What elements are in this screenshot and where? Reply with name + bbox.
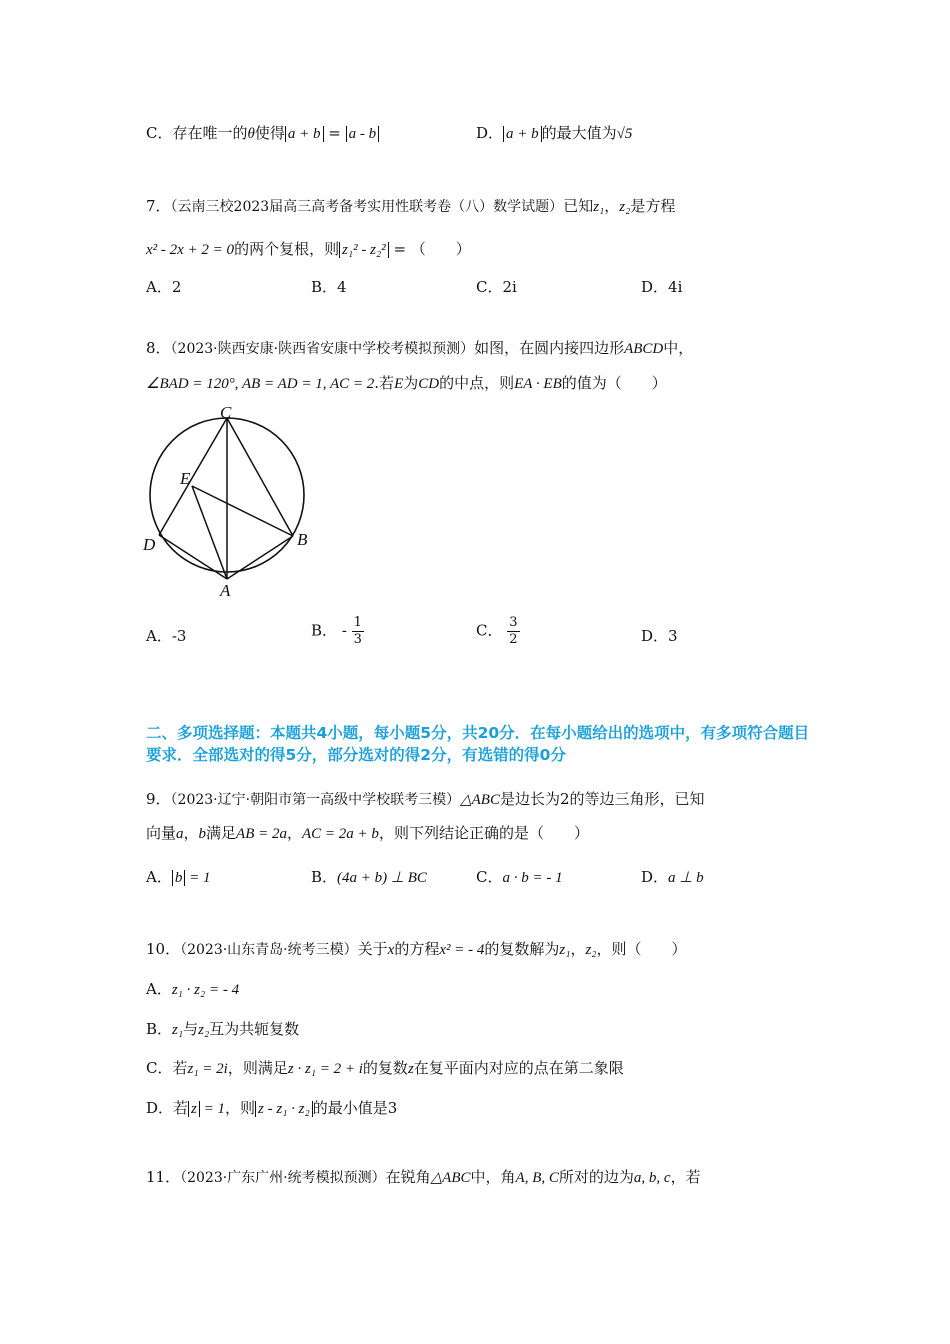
stem-text: ，则下列结论正确的是（ ） bbox=[378, 824, 589, 842]
math-expression: a ⊥ b bbox=[668, 870, 704, 886]
option-label: A． bbox=[146, 868, 172, 886]
q10-option-d bbox=[146, 1097, 397, 1120]
side-cd bbox=[159, 418, 227, 535]
q9-stem-line2 bbox=[146, 822, 589, 845]
stem-text: 已知 bbox=[563, 197, 594, 215]
stem-text: 关于 bbox=[357, 940, 388, 958]
theta-symbol: θ bbox=[247, 126, 255, 142]
q7-option-d bbox=[641, 276, 682, 298]
abs-expression: z bbox=[188, 1101, 200, 1117]
fraction-numerator: 3 bbox=[509, 615, 518, 630]
stem-text: 的方程 bbox=[394, 940, 440, 958]
q10-stem bbox=[146, 938, 687, 961]
fraction bbox=[507, 615, 519, 648]
option-label: A． bbox=[146, 980, 172, 998]
math-z1: z₁ bbox=[172, 1022, 184, 1038]
option-value: 4i bbox=[668, 278, 683, 296]
option-text: 使得 bbox=[254, 124, 285, 142]
option-label: D． bbox=[476, 124, 504, 142]
option-label: C． bbox=[476, 278, 503, 296]
question-number: 9． bbox=[146, 790, 171, 808]
question-number: 11． bbox=[146, 1168, 181, 1186]
option-value: 2i bbox=[502, 278, 517, 296]
side-ab bbox=[227, 536, 293, 579]
q9-option-b bbox=[311, 866, 427, 889]
option-text: 存在唯一的 bbox=[172, 124, 248, 142]
math-expression: z₁ · z₂ = - 4 bbox=[171, 982, 240, 998]
question-source: （2023·陕西安康·陕西省安康中学校考模拟预测） bbox=[170, 341, 475, 357]
option-label: D． bbox=[146, 1099, 174, 1117]
option-value: 4 bbox=[337, 278, 347, 296]
stem-text: .若 bbox=[374, 374, 395, 392]
math-rhs: = 1 bbox=[185, 870, 211, 886]
math-sides: a, b, c bbox=[633, 1170, 671, 1186]
minus-sign: - bbox=[341, 621, 347, 640]
q8-option-c bbox=[476, 615, 520, 648]
math-condition: ∠BAD = 120°, AB = AD = 1, AC = 2 bbox=[146, 376, 375, 392]
question-source: （云南三校2023届高三高考备考实用性联考卷（八）数学试题） bbox=[170, 199, 564, 215]
question-number: 7． bbox=[146, 197, 171, 215]
option-label: B． bbox=[311, 868, 338, 886]
option-label: C． bbox=[146, 1059, 173, 1077]
abs-expression: z₁² - z₂² bbox=[339, 242, 389, 258]
label-a: A bbox=[220, 581, 231, 600]
option-label: B． bbox=[146, 1020, 173, 1038]
question-source: （2023·辽宁·朝阳市第一高级中学校联考三模） bbox=[170, 792, 461, 808]
stem-text: 的中点，则 bbox=[439, 374, 515, 392]
math-expression: a · b = - 1 bbox=[502, 870, 563, 886]
segment-eb bbox=[192, 486, 293, 536]
option-label: C． bbox=[476, 868, 503, 886]
option-label: C． bbox=[146, 124, 173, 142]
stem-text: 如图，在圆内接四边形 bbox=[474, 339, 625, 357]
section-heading: 二、多项选择题：本题共4小题，每小题5分，共20分．在每小题给出的选项中，有多项符合题目要求．全部选对的得5分，部分选对的得2分，有选错的得0分 bbox=[146, 724, 810, 764]
q7-option-a bbox=[146, 276, 181, 298]
option-label: D． bbox=[641, 278, 669, 296]
option-label: A． bbox=[146, 278, 172, 296]
math-rhs: = 1 bbox=[199, 1101, 226, 1117]
math-condition: AB = 2a bbox=[236, 826, 287, 842]
abs-expression: z - z₁ · z₂ bbox=[255, 1101, 313, 1117]
abs-expression: a + b bbox=[285, 126, 324, 142]
q8-stem-line1 bbox=[146, 337, 693, 360]
option-text: 的最小值是3 bbox=[312, 1099, 398, 1117]
q7-stem-line1 bbox=[146, 195, 675, 218]
math-z2: z₂ bbox=[619, 199, 631, 215]
option-text: 与 bbox=[183, 1020, 199, 1038]
math-vector-a: a bbox=[176, 826, 184, 842]
option-text: ，则满足 bbox=[227, 1059, 288, 1077]
fraction-numerator: 1 bbox=[353, 615, 362, 630]
option-text: 若 bbox=[172, 1059, 188, 1077]
stem-text: 是方程 bbox=[630, 197, 676, 215]
option-text: 的复数 bbox=[362, 1059, 408, 1077]
q8-figure bbox=[138, 404, 328, 604]
math-equation: z · z₁ = 2 + i bbox=[287, 1061, 363, 1077]
q7-stem-line2 bbox=[146, 238, 471, 261]
q10-option-a bbox=[146, 978, 239, 1001]
q9-option-c bbox=[476, 866, 563, 889]
label-e: E bbox=[180, 469, 191, 488]
q10-option-b bbox=[146, 1018, 299, 1041]
math-angles: A, B, C bbox=[515, 1170, 559, 1186]
option-label: B． bbox=[311, 278, 338, 296]
math-z1: z₁ bbox=[593, 199, 605, 215]
separator: ， bbox=[570, 940, 586, 958]
math-segment: CD bbox=[418, 376, 440, 392]
option-label: A． bbox=[146, 627, 172, 645]
fraction-denominator: 3 bbox=[353, 632, 362, 647]
q10-option-c bbox=[146, 1057, 624, 1080]
math-x: x bbox=[387, 942, 395, 958]
option-value: 3 bbox=[668, 627, 678, 645]
option-text: 若 bbox=[173, 1099, 189, 1117]
stem-text: 在锐角 bbox=[385, 1168, 431, 1186]
option-label: D． bbox=[641, 627, 669, 645]
option-text: 互为共轭复数 bbox=[209, 1020, 300, 1038]
stem-text: ，若 bbox=[670, 1168, 701, 1186]
math-z: z bbox=[407, 1061, 414, 1077]
stem-text: 所对的边为 bbox=[558, 1168, 634, 1186]
q6-option-d bbox=[476, 122, 632, 145]
stem-text: 满足 bbox=[206, 824, 237, 842]
stem-text: 的值为（ ） bbox=[561, 374, 667, 392]
option-label: D． bbox=[641, 868, 669, 886]
sqrt-expression: √5 bbox=[616, 126, 633, 142]
math-vector-b: b bbox=[198, 826, 207, 842]
math-expression: (4a + b) ⊥ BC bbox=[337, 870, 427, 886]
fraction-denominator: 2 bbox=[509, 632, 518, 647]
separator: ， bbox=[183, 824, 199, 842]
q8-option-a bbox=[146, 625, 186, 647]
q8-option-b bbox=[311, 615, 364, 648]
stem-text: 为 bbox=[403, 374, 419, 392]
abs-expression: a + b bbox=[503, 126, 542, 142]
question-number: 10． bbox=[146, 940, 181, 958]
question-source: （2023·广东广州·统考模拟预测） bbox=[180, 1170, 386, 1186]
math-triangle: △ABC bbox=[430, 1170, 471, 1186]
side-bc bbox=[227, 418, 293, 536]
stem-text: 中，角 bbox=[470, 1168, 516, 1186]
abs-expression: b bbox=[172, 870, 186, 886]
q6-option-c bbox=[146, 122, 379, 145]
separator: ， bbox=[604, 197, 620, 215]
abs-expression: a - b bbox=[346, 126, 380, 142]
option-value: -3 bbox=[171, 627, 187, 645]
math-triangle: △ABC bbox=[460, 792, 500, 808]
math-condition: AC = 2a + b bbox=[302, 826, 379, 842]
stem-text: 的两个复根，则 bbox=[234, 240, 340, 258]
math-quad: ABCD bbox=[624, 341, 664, 357]
label-d: D bbox=[143, 535, 156, 554]
math-condition: z₁ = 2i bbox=[187, 1061, 228, 1077]
q7-option-b bbox=[311, 276, 347, 298]
stem-text: = （ ） bbox=[388, 240, 471, 258]
q9-stem-line1 bbox=[146, 788, 705, 811]
q9-option-d bbox=[641, 866, 704, 889]
fraction bbox=[352, 615, 364, 648]
label-b: B bbox=[297, 530, 308, 549]
option-label: B． bbox=[311, 621, 338, 640]
option-text: 在复平面内对应的点在第二象限 bbox=[413, 1059, 624, 1077]
math-equation: x² - 2x + 2 = 0 bbox=[146, 242, 235, 258]
q8-stem-line2 bbox=[146, 372, 667, 395]
label-c: C bbox=[220, 404, 232, 422]
math-z2: z₂ bbox=[198, 1022, 210, 1038]
stem-text: 中， bbox=[663, 339, 694, 357]
q9-option-a bbox=[146, 866, 210, 889]
question-number: 8． bbox=[146, 339, 171, 357]
option-label: C． bbox=[476, 621, 503, 640]
math-equation: x² = - 4 bbox=[439, 942, 485, 958]
math-point-e: E bbox=[394, 376, 404, 392]
separator: ， bbox=[287, 824, 303, 842]
option-text: 的最大值为 bbox=[541, 124, 617, 142]
stem-text: 的复数解为 bbox=[484, 940, 560, 958]
equals-sign: = bbox=[323, 124, 346, 142]
option-value: 2 bbox=[171, 278, 182, 296]
q7-option-c bbox=[476, 276, 517, 298]
option-text: ，则 bbox=[225, 1099, 256, 1117]
math-dot-product: EA · EB bbox=[514, 376, 562, 392]
side-da bbox=[159, 535, 227, 579]
stem-text: ，则（ ） bbox=[596, 940, 687, 958]
math-z1: z₁ bbox=[559, 942, 571, 958]
q11-stem bbox=[146, 1166, 701, 1189]
stem-text: 是边长为2的等边三角形，已知 bbox=[499, 790, 705, 808]
question-source: （2023·山东青岛·统考三模） bbox=[180, 942, 358, 958]
q8-option-d bbox=[641, 625, 678, 647]
stem-text: 向量 bbox=[146, 824, 177, 842]
math-z2: z₂ bbox=[585, 942, 597, 958]
